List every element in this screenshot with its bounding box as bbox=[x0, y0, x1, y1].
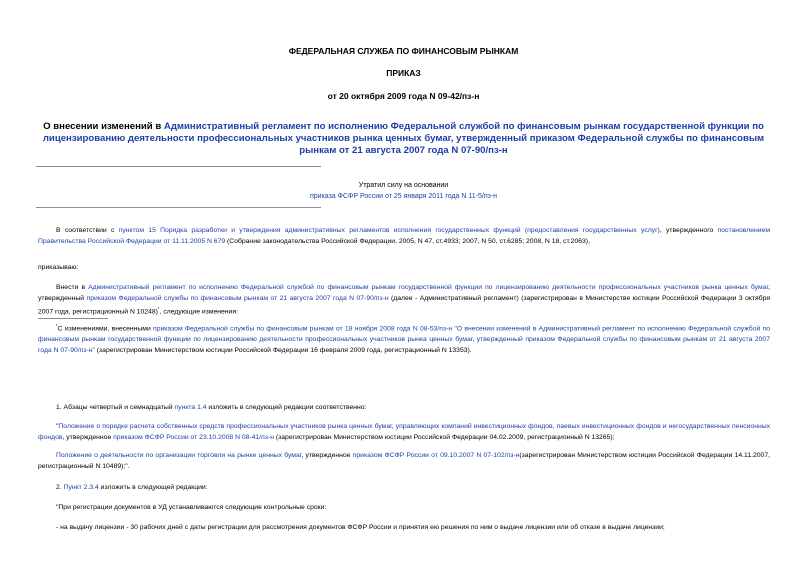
title-regulation-link[interactable]: Административный регламент по исполнению Федеральной службой по финансовым рынкам государственной функции по лицензированию деятельности профессиональных участников рынка ценных бумаг, утвержденный приказом Федеральной службы по финансовым рынкам от 21 августа 2007 года N 07-90/пз-н bbox=[42, 121, 765, 156]
quote1-link-order[interactable]: приказом ФСФР России от 23.10.2008 N 08-41/пз-н bbox=[113, 434, 274, 441]
document-date: от 20 октября 2009 года N 09-42/пз-н bbox=[327, 91, 480, 101]
quote-control-terms: "При регистрации документов в УД устанавливаются следующие контрольные сроки: bbox=[56, 504, 327, 511]
footnote-text-1: С изменениями, внесенными bbox=[57, 325, 154, 333]
quote2-text-2: (зарегистрирован Министерством юстиции Российской Федерации 14.11.2007, регистрационный N 10489);". bbox=[38, 452, 771, 470]
amend-text-1: Внести в bbox=[56, 284, 89, 291]
item2-text-1: 2. bbox=[56, 484, 64, 491]
order-word: приказываю: bbox=[38, 264, 79, 271]
basis-link-procedure[interactable]: пунктом 15 Порядка разработки и утверждения административных регламентов исполнения государственных функций (предоставления государственных услуг) bbox=[118, 227, 660, 234]
quote1-link-regulation[interactable]: Положение о порядке расчета собственных средств профессиональных участников рынка ценных бумаг, управляющих компаний инвестиционных фондов, паевых инвестиционных фондов и негосударственных пенсионных фондов bbox=[38, 423, 770, 441]
quote-capital bbox=[38, 421, 770, 443]
quote2-text-1: , утвержденное bbox=[301, 452, 353, 459]
quote2-link-order[interactable]: приказом ФСФР России от 09.10.2007 N 07-102/пз-н bbox=[352, 452, 520, 459]
quote2-link-regulation[interactable]: Положение о деятельности по организации торговли на рынке ценных бумаг bbox=[56, 452, 302, 459]
document-type: ПРИКАЗ bbox=[386, 68, 421, 78]
paragraph-amend bbox=[38, 282, 770, 317]
quote1-open: " bbox=[56, 423, 59, 430]
amend-text-2: , утвержденный bbox=[38, 284, 770, 302]
divider-bottom bbox=[36, 207, 321, 208]
footnote-link-title[interactable]: "О внесении изменений в Административный регламент по исполнению Федеральной службой по финансовым рынкам государственной функции по лицензированию деятельности профессиональных участников рынка ценных бумаг, утвержденный приказом Федеральной службы по финансовым рынкам от 21 августа 2007 года N 07-90/пз-н" bbox=[38, 325, 771, 355]
void-note-link[interactable]: приказа ФСФР России от 25 января 2011 года N 11-5/пз-н bbox=[309, 193, 498, 200]
item1-text-1: 1. Абзацы четвертый и семнадцатый bbox=[56, 404, 175, 411]
quote1-text-2: , утвержденное bbox=[62, 434, 114, 441]
item1-link-clause[interactable]: пункта 1.4 bbox=[174, 404, 207, 411]
footnote-link-order[interactable]: приказом Федеральной службы по финансовым рынкам от 18 ноября 2008 года N 08-53/пз-н bbox=[153, 325, 453, 333]
amend-text-3: (далее - Административный регламент) (зарегистрирован в Министерстве юстиции Российской Федерации 3 октября 2007 года, регистрационный N 10248) bbox=[38, 295, 770, 316]
footnote bbox=[38, 321, 770, 356]
footnote-mark: ¹ bbox=[56, 323, 58, 329]
basis-text-2: , утвержденного bbox=[659, 227, 718, 234]
footnote-divider bbox=[38, 318, 108, 319]
void-note bbox=[36, 180, 771, 202]
amend-text-4: , следующие изменения: bbox=[159, 308, 238, 316]
agency-name: ФЕДЕРАЛЬНАЯ СЛУЖБА ПО ФИНАНСОВЫМ РЫНКАМ bbox=[288, 46, 519, 56]
item1-text-2: изложить в следующей редакции соответственно: bbox=[206, 404, 367, 411]
item-1 bbox=[38, 402, 770, 413]
item2-link-clause[interactable]: Пункт 2.3.4 bbox=[63, 484, 99, 491]
quote-trading bbox=[38, 450, 770, 472]
paragraph-basis bbox=[38, 225, 770, 247]
void-note-text: Утратил силу на основании bbox=[358, 182, 449, 189]
item2-text-2: изложить в следующей редакции: bbox=[98, 484, 208, 491]
title-prefix: О внесении изменений в bbox=[43, 121, 164, 132]
basis-link-resolution[interactable]: постановлением Правительства Российской Федерации от 11.11.2005 N 679 bbox=[38, 227, 771, 245]
basis-text-3: (Собрание законодательства Российской Федерации, 2005, N 47, ст.4933; 2007, N 50, ст.6285; 2008, N 18, ст.2063), bbox=[225, 238, 590, 245]
quote1-text-3: (зарегистрирован Министерством юстиции Российской Федерации 04.02.2009, регистрационный N 13265); bbox=[273, 434, 615, 441]
quote-license-term: - на выдачу лицензии - 30 рабочих дней с даты регистрации для рассмотрения документов ФСФР России и принятия ею решения по ним о выдаче лицензии или об отказе в выдаче лицензии; bbox=[56, 524, 665, 531]
footnote-text-3: (зарегистрирован Министерством юстиции Российской Федерации 16 февраля 2009 года, регистрационный N 13353). bbox=[94, 347, 472, 355]
item-2 bbox=[38, 482, 770, 493]
divider-top bbox=[36, 166, 321, 167]
amend-link-order[interactable]: приказом Федеральной службы по финансовым рынкам от 21 августа 2007 года N 07-90/пз-н bbox=[86, 295, 389, 302]
footnote-marker: ¹ bbox=[157, 306, 160, 312]
amend-link-regulation[interactable]: Административный регламент по исполнению Федеральной службой по финансовым рынкам государственной функции по лицензированию деятельности профессиональных участников рынка ценных бумаг bbox=[88, 284, 769, 291]
document-title bbox=[36, 121, 771, 157]
basis-text-1: В соответствии с bbox=[56, 227, 119, 234]
